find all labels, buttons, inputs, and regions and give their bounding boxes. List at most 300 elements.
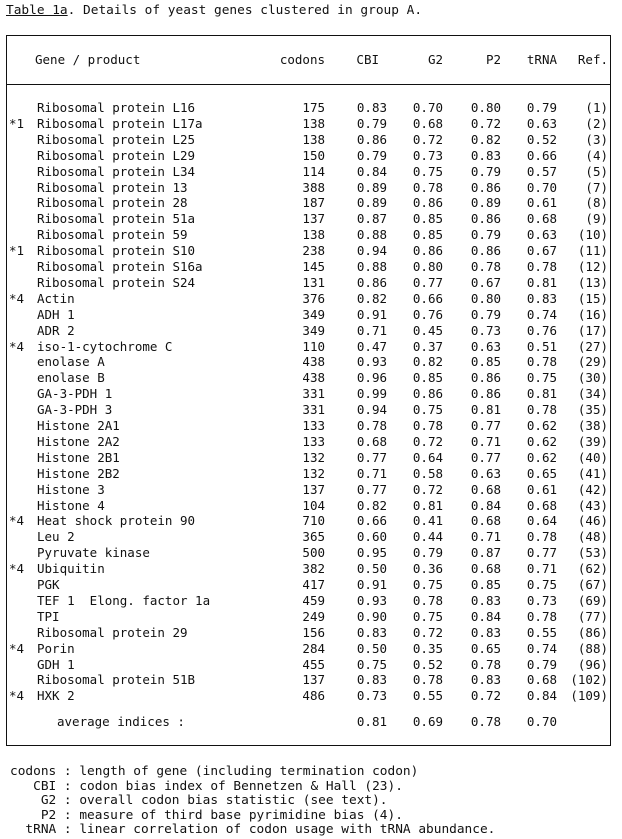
cell-cbi: 0.47 [356, 338, 387, 354]
cell-trna: 0.61 [526, 481, 557, 497]
cell-cbi: 0.79 [356, 147, 387, 163]
table-row [7, 180, 610, 196]
table-row [7, 354, 610, 370]
cell-ref: (77) [577, 608, 608, 624]
table-row [7, 688, 610, 704]
cell-mark: *4 [9, 513, 25, 529]
cell-trna: 0.75 [526, 370, 557, 386]
cell-gene: Ribosomal protein 51B [37, 672, 196, 688]
table-row [7, 339, 610, 355]
cell-cbi: 0.77 [356, 481, 387, 497]
cell-g2: 0.80 [412, 259, 443, 274]
cell-cbi: 0.79 [356, 115, 387, 131]
cell-codons: 137 [302, 481, 325, 497]
table-row [7, 148, 610, 164]
cell-p2: 0.86 [470, 243, 501, 259]
cell-codons: 459 [302, 592, 325, 608]
cell-gene: enolase B [37, 370, 105, 386]
cell-cbi: 0.84 [356, 163, 387, 179]
cell-g2: 0.72 [412, 131, 443, 147]
cell-codons: 110 [302, 338, 325, 354]
header-gene: Gene / product [35, 52, 141, 67]
cell-gene: Ribosomal protein 51a [37, 211, 196, 227]
cell-p2: 0.82 [470, 131, 501, 147]
cell-gene: Ribosomal protein 59 [37, 227, 188, 243]
cell-p2: 0.73 [470, 322, 501, 338]
table-row [7, 100, 610, 116]
cell-codons: 132 [302, 465, 325, 481]
table-row [7, 498, 610, 514]
cell-ref: (88) [577, 640, 608, 656]
cell-codons: 138 [302, 131, 325, 147]
cell-gene: HXK 2 [37, 688, 75, 704]
cell-codons: 331 [302, 402, 325, 418]
cell-cbi: 0.71 [356, 322, 387, 338]
table-row [7, 545, 610, 561]
cell-ref: (5) [585, 163, 608, 179]
cell-mark: *1 [9, 115, 25, 131]
cell-ref: (67) [577, 577, 608, 592]
cell-codons: 137 [302, 672, 325, 688]
cell-g2: 0.58 [412, 465, 443, 481]
cell-codons: 187 [302, 195, 325, 211]
cell-codons: 132 [302, 449, 325, 465]
cell-cbi: 0.83 [356, 100, 387, 115]
cell-cbi: 0.88 [356, 227, 387, 243]
cell-ref: (3) [585, 131, 608, 147]
header-cbi: CBI [356, 52, 379, 67]
cell-cbi: 0.89 [356, 195, 387, 211]
cell-trna: 0.74 [526, 640, 557, 656]
cell-gene: Porin [37, 640, 75, 656]
table-row [7, 116, 610, 132]
table-row [7, 625, 610, 641]
cell-trna: 0.64 [526, 513, 557, 529]
average-g2: 0.69 [412, 714, 443, 729]
header-trna: tRNA [526, 52, 557, 67]
cell-ref: (43) [577, 497, 608, 513]
cell-cbi: 0.86 [356, 274, 387, 290]
cell-gene: TPI [37, 608, 60, 624]
table-row [7, 307, 610, 323]
legend-line: G2 : overall codon bias statistic (see text). [10, 793, 388, 808]
table-row [7, 513, 610, 529]
cell-p2: 0.79 [470, 306, 501, 322]
cell-g2: 0.86 [412, 195, 443, 211]
cell-g2: 0.75 [412, 577, 443, 592]
cell-gene: GA-3-PDH 3 [37, 402, 113, 418]
cell-trna: 0.62 [526, 418, 557, 433]
cell-ref: (53) [577, 545, 608, 561]
cell-codons: 104 [302, 497, 325, 513]
cell-trna: 0.75 [526, 577, 557, 592]
cell-ref: (96) [577, 656, 608, 672]
cell-trna: 0.78 [526, 402, 557, 418]
cell-codons: 500 [302, 545, 325, 561]
table-frame [6, 35, 611, 746]
cell-p2: 0.86 [470, 370, 501, 386]
cell-cbi: 0.75 [356, 656, 387, 672]
cell-gene: Histone 2B1 [37, 449, 120, 465]
cell-ref: (102) [570, 672, 608, 688]
cell-p2: 0.89 [470, 195, 501, 211]
cell-g2: 0.36 [412, 561, 443, 577]
cell-gene: TEF 1 Elong. factor 1a [37, 592, 211, 608]
table-caption-text: . Details of yeast genes clustered in group A. [67, 3, 423, 18]
table-row [7, 466, 610, 482]
cell-trna: 0.78 [526, 354, 557, 370]
cell-cbi: 0.94 [356, 402, 387, 418]
cell-gene: PGK [37, 577, 60, 592]
cell-trna: 0.61 [526, 195, 557, 211]
table-row [7, 243, 610, 259]
cell-g2: 0.78 [412, 592, 443, 608]
table-row [7, 482, 610, 498]
cell-ref: (42) [577, 481, 608, 497]
cell-gene: Ribosomal protein 28 [37, 195, 188, 211]
cell-p2: 0.68 [470, 561, 501, 577]
average-p2: 0.78 [470, 714, 501, 729]
cell-ref: (30) [577, 370, 608, 386]
header-divider [7, 84, 610, 85]
cell-cbi: 0.83 [356, 672, 387, 688]
cell-ref: (34) [577, 386, 608, 402]
cell-gene: Histone 3 [37, 481, 105, 497]
cell-trna: 0.63 [526, 227, 557, 243]
cell-g2: 0.72 [412, 481, 443, 497]
cell-gene: Ribosomal protein L25 [37, 131, 196, 147]
cell-g2: 0.37 [412, 338, 443, 354]
cell-g2: 0.78 [412, 672, 443, 688]
cell-gene: Ribosomal protein L16 [37, 100, 196, 115]
cell-ref: (48) [577, 529, 608, 545]
cell-gene: Actin [37, 290, 75, 306]
average-label: average indices : [57, 714, 185, 729]
cell-g2: 0.79 [412, 545, 443, 561]
table-row [7, 418, 610, 434]
cell-codons: 388 [302, 179, 325, 195]
average-row [7, 714, 610, 730]
table-row [7, 577, 610, 593]
cell-ref: (35) [577, 402, 608, 418]
cell-g2: 0.85 [412, 370, 443, 386]
cell-codons: 486 [302, 688, 325, 704]
cell-mark: *4 [9, 561, 25, 577]
cell-gene: Leu 2 [37, 529, 75, 545]
cell-trna: 0.79 [526, 656, 557, 672]
cell-g2: 0.52 [412, 656, 443, 672]
cell-ref: (15) [577, 290, 608, 306]
cell-ref: (40) [577, 449, 608, 465]
cell-g2: 0.86 [412, 386, 443, 402]
cell-trna: 0.81 [526, 274, 557, 290]
cell-gene: Histone 4 [37, 497, 105, 513]
cell-cbi: 0.95 [356, 545, 387, 561]
cell-gene: Ribosomal protein S10 [37, 243, 196, 259]
cell-g2: 0.82 [412, 354, 443, 370]
cell-gene: Ribosomal protein S24 [37, 274, 196, 290]
cell-p2: 0.87 [470, 545, 501, 561]
cell-trna: 0.65 [526, 465, 557, 481]
cell-g2: 0.35 [412, 640, 443, 656]
cell-g2: 0.66 [412, 290, 443, 306]
table-row [7, 672, 610, 688]
cell-p2: 0.63 [470, 465, 501, 481]
cell-codons: 138 [302, 115, 325, 131]
cell-ref: (86) [577, 624, 608, 640]
cell-codons: 417 [302, 577, 325, 592]
table-row [7, 132, 610, 148]
header-ref: Ref. [577, 52, 608, 67]
cell-p2: 0.86 [470, 211, 501, 227]
cell-p2: 0.85 [470, 354, 501, 370]
cell-gene: Heat shock protein 90 [37, 513, 196, 529]
cell-cbi: 0.71 [356, 465, 387, 481]
cell-cbi: 0.50 [356, 640, 387, 656]
cell-ref: (27) [577, 338, 608, 354]
cell-ref: (41) [577, 465, 608, 481]
cell-gene: ADR 2 [37, 322, 75, 338]
cell-trna: 0.74 [526, 306, 557, 322]
cell-g2: 0.55 [412, 688, 443, 704]
cell-codons: 365 [302, 529, 325, 545]
cell-ref: (7) [585, 179, 608, 195]
cell-codons: 349 [302, 322, 325, 338]
cell-trna: 0.63 [526, 115, 557, 131]
cell-g2: 0.85 [412, 211, 443, 227]
cell-g2: 0.77 [412, 274, 443, 290]
cell-ref: (8) [585, 195, 608, 211]
cell-codons: 710 [302, 513, 325, 529]
cell-g2: 0.41 [412, 513, 443, 529]
table-row [7, 386, 610, 402]
cell-ref: (109) [570, 688, 608, 704]
cell-codons: 438 [302, 354, 325, 370]
cell-codons: 284 [302, 640, 325, 656]
table-row [7, 641, 610, 657]
table-row [7, 227, 610, 243]
cell-cbi: 0.91 [356, 577, 387, 592]
cell-mark: *4 [9, 688, 25, 704]
cell-gene: Ribosomal protein 13 [37, 179, 188, 195]
table-row [7, 211, 610, 227]
cell-g2: 0.75 [412, 163, 443, 179]
cell-cbi: 0.93 [356, 592, 387, 608]
cell-ref: (9) [585, 211, 608, 227]
cell-ref: (4) [585, 147, 608, 163]
cell-g2: 0.72 [412, 624, 443, 640]
table-caption [6, 3, 422, 18]
cell-p2: 0.71 [470, 433, 501, 449]
cell-ref: (11) [577, 243, 608, 259]
cell-codons: 150 [302, 147, 325, 163]
table-row [7, 195, 610, 211]
cell-p2: 0.67 [470, 274, 501, 290]
cell-p2: 0.79 [470, 163, 501, 179]
cell-ref: (17) [577, 322, 608, 338]
cell-ref: (62) [577, 561, 608, 577]
cell-p2: 0.72 [470, 115, 501, 131]
cell-p2: 0.85 [470, 577, 501, 592]
cell-cbi: 0.66 [356, 513, 387, 529]
cell-p2: 0.80 [470, 290, 501, 306]
cell-trna: 0.68 [526, 497, 557, 513]
cell-ref: (69) [577, 592, 608, 608]
cell-p2: 0.81 [470, 402, 501, 418]
cell-trna: 0.83 [526, 290, 557, 306]
cell-cbi: 0.86 [356, 131, 387, 147]
cell-g2: 0.75 [412, 402, 443, 418]
cell-cbi: 0.94 [356, 243, 387, 259]
cell-trna: 0.68 [526, 672, 557, 688]
cell-p2: 0.72 [470, 688, 501, 704]
cell-p2: 0.68 [470, 513, 501, 529]
table-row [7, 609, 610, 625]
legend-line: P2 : measure of third base pyrimidine bias (4). [10, 807, 403, 823]
cell-codons: 331 [302, 386, 325, 402]
cell-trna: 0.68 [526, 211, 557, 227]
table-row [7, 593, 610, 609]
cell-mark: *4 [9, 640, 25, 656]
cell-codons: 238 [302, 243, 325, 259]
cell-codons: 156 [302, 624, 325, 640]
cell-cbi: 0.89 [356, 179, 387, 195]
cell-codons: 133 [302, 433, 325, 449]
cell-codons: 249 [302, 608, 325, 624]
cell-p2: 0.86 [470, 179, 501, 195]
cell-cbi: 0.78 [356, 418, 387, 433]
cell-gene: Histone 2A2 [37, 433, 120, 449]
cell-trna: 0.73 [526, 592, 557, 608]
cell-ref: (16) [577, 306, 608, 322]
cell-g2: 0.78 [412, 418, 443, 433]
cell-ref: (13) [577, 274, 608, 290]
cell-g2: 0.85 [412, 227, 443, 243]
cell-cbi: 0.93 [356, 354, 387, 370]
cell-trna: 0.51 [526, 338, 557, 354]
cell-g2: 0.73 [412, 147, 443, 163]
cell-cbi: 0.82 [356, 290, 387, 306]
table-row [7, 323, 610, 339]
cell-g2: 0.75 [412, 608, 443, 624]
cell-g2: 0.44 [412, 529, 443, 545]
table-row [7, 370, 610, 386]
cell-ref: (10) [577, 227, 608, 243]
header-codons: codons [279, 52, 325, 67]
cell-trna: 0.79 [526, 100, 557, 115]
cell-trna: 0.81 [526, 386, 557, 402]
cell-p2: 0.86 [470, 386, 501, 402]
cell-p2: 0.83 [470, 592, 501, 608]
cell-g2: 0.45 [412, 322, 443, 338]
cell-g2: 0.68 [412, 115, 443, 131]
cell-g2: 0.81 [412, 497, 443, 513]
table-row [7, 402, 610, 418]
cell-cbi: 0.73 [356, 688, 387, 704]
table-row [7, 529, 610, 545]
cell-gene: Pyruvate kinase [37, 545, 150, 561]
cell-gene: Ribosomal protein L34 [37, 163, 196, 179]
cell-cbi: 0.83 [356, 624, 387, 640]
cell-trna: 0.78 [526, 259, 557, 274]
cell-trna: 0.78 [526, 529, 557, 545]
cell-cbi: 0.60 [356, 529, 387, 545]
cell-trna: 0.71 [526, 561, 557, 577]
cell-cbi: 0.88 [356, 259, 387, 274]
cell-gene: enolase A [37, 354, 105, 370]
cell-cbi: 0.91 [356, 306, 387, 322]
cell-ref: (39) [577, 433, 608, 449]
cell-trna: 0.67 [526, 243, 557, 259]
cell-codons: 376 [302, 290, 325, 306]
cell-ref: (12) [577, 259, 608, 274]
cell-p2: 0.65 [470, 640, 501, 656]
cell-codons: 145 [302, 259, 325, 274]
cell-trna: 0.70 [526, 179, 557, 195]
table-label: Table 1a [6, 3, 68, 18]
cell-gene: Histone 2A1 [37, 418, 120, 433]
cell-trna: 0.76 [526, 322, 557, 338]
cell-ref: (1) [585, 100, 608, 115]
table-row [7, 561, 610, 577]
cell-gene: Histone 2B2 [37, 465, 120, 481]
cell-gene: iso-1-cytochrome C [37, 338, 173, 354]
cell-p2: 0.78 [470, 259, 501, 274]
legend-line: tRNA : linear correlation of codon usage with tRNA abundance. [10, 822, 496, 837]
legend-line: codons : length of gene (including termination codon) [10, 764, 419, 779]
cell-codons: 455 [302, 656, 325, 672]
table-row [7, 657, 610, 673]
header-g2: G2 [427, 52, 443, 67]
cell-codons: 131 [302, 274, 325, 290]
cell-p2: 0.63 [470, 338, 501, 354]
cell-codons: 175 [302, 100, 325, 115]
cell-p2: 0.68 [470, 481, 501, 497]
cell-p2: 0.77 [470, 449, 501, 465]
cell-gene: GA-3-PDH 1 [37, 386, 113, 402]
cell-gene: Ribosomal protein L17a [37, 115, 203, 131]
cell-cbi: 0.96 [356, 370, 387, 386]
table-row [7, 291, 610, 307]
cell-trna: 0.77 [526, 545, 557, 561]
cell-p2: 0.78 [470, 656, 501, 672]
cell-trna: 0.66 [526, 147, 557, 163]
table-row [7, 259, 610, 275]
table-row [7, 275, 610, 291]
average-trna: 0.70 [526, 714, 557, 729]
cell-gene: ADH 1 [37, 306, 75, 322]
legend [10, 765, 495, 838]
cell-p2: 0.84 [470, 608, 501, 624]
cell-p2: 0.83 [470, 624, 501, 640]
cell-p2: 0.77 [470, 418, 501, 433]
cell-g2: 0.76 [412, 306, 443, 322]
cell-gene: Ubiquitin [37, 561, 105, 577]
cell-cbi: 0.68 [356, 433, 387, 449]
cell-cbi: 0.87 [356, 211, 387, 227]
cell-g2: 0.70 [412, 100, 443, 115]
cell-cbi: 0.82 [356, 497, 387, 513]
cell-ref: (2) [585, 115, 608, 131]
cell-p2: 0.83 [470, 147, 501, 163]
cell-codons: 438 [302, 370, 325, 386]
legend-line: CBI : codon bias index of Bennetzen & Hall (23). [10, 778, 403, 794]
cell-cbi: 0.50 [356, 561, 387, 577]
header-p2: P2 [485, 52, 501, 67]
cell-p2: 0.84 [470, 497, 501, 513]
cell-g2: 0.64 [412, 449, 443, 465]
cell-mark: *1 [9, 243, 25, 259]
